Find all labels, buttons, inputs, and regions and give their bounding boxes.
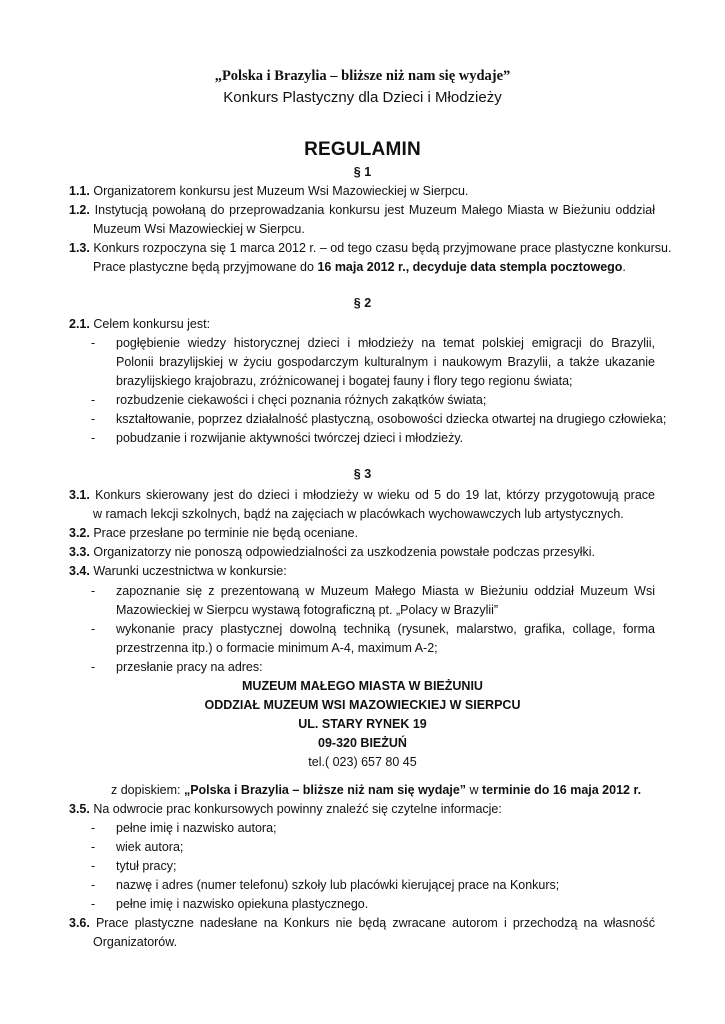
contest-subtitle: Konkurs Plastyczny dla Dzieci i Młodzieży — [223, 89, 502, 106]
info-1: pełne imię i nazwisko autora; — [116, 821, 277, 835]
deadline-suffix: . — [622, 260, 626, 274]
goal-1-line-3: brazylijskiego krajobrazu, zróżnicowanej i bogatej fauny i flory tego regionu świata; — [116, 374, 573, 388]
contest-title: „Polska i Brazylia – bliższe niż nam się wydaje” — [214, 68, 511, 84]
item-number: 2.1. — [69, 317, 90, 331]
note-prefix: z dopiskiem: — [111, 783, 184, 797]
goal-4: pobudzanie i rozwijanie aktywności twórczej dzieci i młodzieży. — [116, 431, 464, 445]
condition-3: przesłanie pracy na adres: — [116, 660, 263, 674]
item-1-2-line-2: Muzeum Wsi Mazowieckiej w Sierpcu. — [93, 222, 305, 236]
item-number: 3.1. — [69, 488, 90, 502]
item-text: Organizatorem konkursu jest Muzeum Wsi Mazowieckiej w Sierpcu. — [93, 184, 469, 198]
item-3-1-line-1 — [69, 486, 655, 505]
item-text: Konkurs skierowany jest do dzieci i młodzieży w wieku od 5 do 19 lat, którzy przygotowują prace — [95, 488, 655, 502]
item-3-6-line-2: Organizatorów. — [93, 935, 178, 949]
item-1-1 — [69, 182, 468, 201]
bullet-dash: - — [91, 431, 96, 445]
address-line-3: UL. STARY RYNEK 19 — [298, 717, 427, 731]
address-line-2: ODDZIAŁ MUZEUM WSI MAZOWIECKIEJ W SIERPCU — [204, 698, 521, 712]
item-number: 1.3. — [69, 241, 90, 255]
condition-1-line-1: zapoznanie się z prezentowaną w Muzeum Małego Miasta w Bieżuniu oddział Muzeum Wsi — [116, 584, 655, 598]
goal-3: kształtowanie, poprzez działalność plastyczną, osobowości dziecka otwartej na drugiego człowieka; — [116, 412, 667, 426]
condition-2-line-2: przestrzenna itp.) o formacie minimum A-4, maximum A-2; — [116, 641, 438, 655]
item-number: 1.2. — [69, 203, 90, 217]
item-text: Na odwrocie prac konkursowych powinny znaleźć się czytelne informacje: — [93, 802, 502, 816]
item-text: Celem konkursu jest: — [93, 317, 211, 331]
deadline-prefix: Prace plastyczne będą przyjmowane do — [93, 260, 318, 274]
item-1-3-line-2 — [93, 258, 626, 277]
bullet-dash: - — [91, 840, 96, 854]
item-text: Warunki uczestnictwa w konkursie: — [93, 564, 287, 578]
item-number: 3.6. — [69, 916, 90, 930]
bullet-dash: - — [91, 584, 96, 598]
info-5: pełne imię i nazwisko opiekuna plastycznego. — [116, 897, 369, 911]
item-text: Prace plastyczne nadesłane na Konkurs nie będą zwracane autorom i przechodzą na własność — [95, 916, 655, 930]
item-number: 3.4. — [69, 564, 90, 578]
goal-1-line-2: Polonii brazylijskiej w życiu gospodarczym kulturalnym i naukowym Brazylii, a także ukazanie — [116, 355, 655, 369]
item-2-1 — [69, 315, 210, 334]
address-line-4: 09-320 BIEŻUŃ — [318, 736, 407, 750]
item-number: 3.5. — [69, 802, 90, 816]
section-1-heading: § 1 — [353, 165, 372, 179]
document-title: REGULAMIN — [304, 139, 421, 160]
info-4: nazwę i adres (numer telefonu) szkoły lub placówki kierującej prace na Konkurs; — [116, 878, 560, 892]
note-title: „Polska i Brazylia – bliższe niż nam się wydaje” — [183, 783, 467, 797]
item-number: 3.3. — [69, 545, 90, 559]
item-text: Instytucją powołaną do przeprowadzania konkursu jest Muzeum Małego Miasta w Bieżuniu oddział — [94, 203, 655, 217]
item-1-2-line-1 — [69, 201, 655, 220]
goal-1-line-1: pogłębienie wiedzy historycznej dzieci i młodzieży na temat polskiej emigracji do Brazylii, — [116, 336, 655, 350]
item-text: Organizatorzy nie ponoszą odpowiedzialności za uszkodzenia powstałe podczas przesyłki. — [93, 545, 596, 559]
condition-2-line-1: wykonanie pracy plastycznej dowolną techniką (rysunek, malarstwo, grafika, collage, forma — [116, 622, 655, 636]
bullet-dash: - — [91, 412, 96, 426]
note-mid: w — [466, 783, 482, 797]
item-3-3 — [69, 543, 595, 562]
goal-2: rozbudzenie ciekawości i chęci poznania różnych zakątków świata; — [116, 393, 487, 407]
bullet-dash: - — [91, 821, 96, 835]
info-2: wiek autora; — [116, 840, 184, 854]
item-3-4 — [69, 562, 287, 581]
item-number: 3.2. — [69, 526, 90, 540]
item-3-5 — [69, 800, 502, 819]
item-text: Prace przesłane po terminie nie będą oceniane. — [93, 526, 359, 540]
item-3-1-line-2: w ramach lekcji szkolnych, bądź na zajęciach w placówkach wychowawczych lub artystycznych. — [93, 507, 624, 521]
address-line-1: MUZEUM MAŁEGO MIASTA W BIEŻUNIU — [242, 679, 483, 693]
deadline-bold: 16 maja 2012 r., decyduje data stempla pocztowego — [317, 260, 623, 274]
info-3: tytuł pracy; — [116, 859, 177, 873]
section-3-heading: § 3 — [353, 467, 372, 481]
address-phone: tel.( 023) 657 80 45 — [308, 755, 417, 769]
section-2-heading: § 2 — [353, 296, 372, 310]
bullet-dash: - — [91, 660, 96, 674]
item-3-2 — [69, 524, 358, 543]
bullet-dash: - — [91, 897, 96, 911]
bullet-dash: - — [91, 336, 96, 350]
item-3-6-line-1 — [69, 914, 655, 933]
bullet-dash: - — [91, 859, 96, 873]
condition-1-line-2: Mazowieckiej w Sierpcu wystawą fotograficzną pt. „Polacy w Brazylii” — [116, 603, 499, 617]
item-number: 1.1. — [69, 184, 90, 198]
bullet-dash: - — [91, 622, 96, 636]
item-1-3-line-1 — [69, 239, 671, 258]
note-deadline: terminie do 16 maja 2012 r. — [482, 783, 642, 797]
bullet-dash: - — [91, 878, 96, 892]
item-text: Konkurs rozpoczyna się 1 marca 2012 r. – od tego czasu będą przyjmowane prace plastyczne konkursu. — [93, 241, 672, 255]
bullet-dash: - — [91, 393, 96, 407]
submission-note — [111, 781, 641, 800]
